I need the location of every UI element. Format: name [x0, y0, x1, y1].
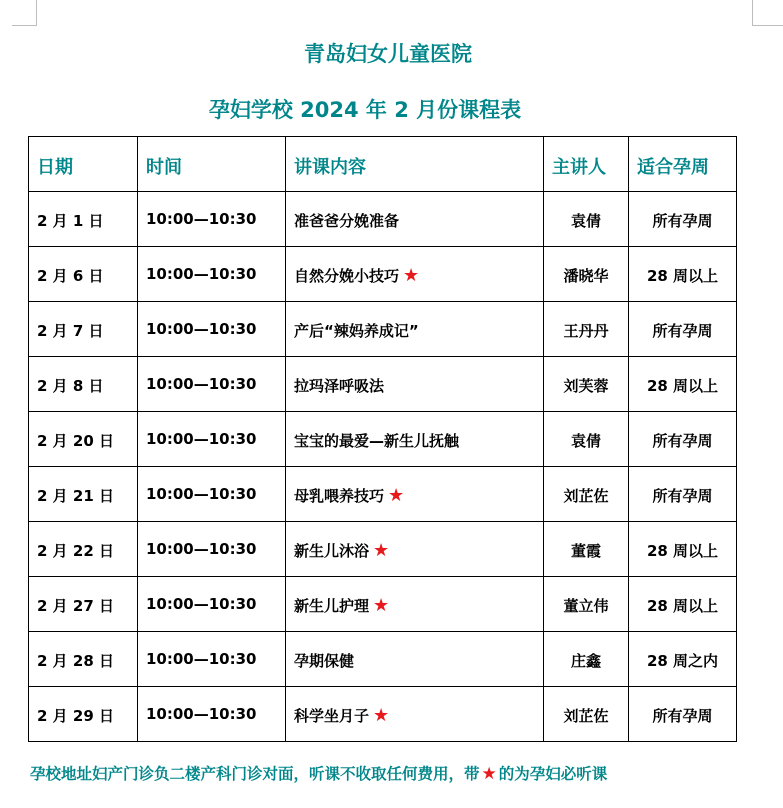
cell-weeks [629, 412, 737, 467]
cell-speaker-text [544, 192, 628, 231]
table-row [29, 467, 737, 522]
cell-topic-value: 新生儿沐浴 [294, 542, 370, 560]
cell-topic-text [286, 412, 543, 451]
cell-topic [286, 302, 544, 357]
cell-weeks-text [629, 247, 736, 286]
cell-date-text [29, 632, 137, 671]
cell-time-value: 10:00—10:30 [146, 265, 257, 283]
star-icon: ★ [373, 595, 390, 616]
cell-speaker-value: 董霞 [570, 542, 601, 560]
cell-topic [286, 577, 544, 632]
cell-time [138, 522, 286, 577]
cell-time [138, 192, 286, 247]
page-corner-mark [12, 25, 36, 26]
column-header-topic: 讲课内容 [294, 157, 366, 178]
cell-weeks-value: 所有孕周 [652, 322, 713, 340]
cell-time-value: 10:00—10:30 [146, 320, 257, 338]
cell-date [29, 577, 138, 632]
cell-time-text [138, 192, 285, 228]
cell-topic [286, 522, 544, 577]
cell-topic [286, 467, 544, 522]
table-row [29, 577, 737, 632]
cell-time-text [138, 302, 285, 338]
star-icon: ★ [373, 540, 390, 561]
cell-speaker-value: 王丹丹 [563, 322, 609, 340]
cell-time-value: 10:00—10:30 [146, 650, 257, 668]
cell-topic [286, 192, 544, 247]
cell-speaker-value: 刘芷佐 [563, 707, 609, 725]
cell-weeks-text [629, 522, 736, 561]
cell-speaker-text [544, 302, 628, 341]
cell-time [138, 687, 286, 742]
star-icon: ★ [481, 764, 497, 784]
cell-weeks-text [629, 357, 736, 396]
cell-topic-value: 宝宝的最爱—新生儿抚触 [294, 432, 460, 450]
column-header-weeks: 适合孕周 [637, 157, 709, 178]
cell-time-value: 10:00—10:30 [146, 430, 257, 448]
column-header-speaker: 主讲人 [552, 157, 606, 178]
table-row [29, 357, 737, 412]
cell-speaker [544, 632, 629, 687]
table-row [29, 247, 737, 302]
cell-speaker-text [544, 577, 628, 616]
cell-topic-value: 产后“辣妈养成记” [294, 322, 419, 340]
cell-time-value: 10:00—10:30 [146, 485, 257, 503]
table-row [29, 632, 737, 687]
cell-time-value: 10:00—10:30 [146, 210, 257, 228]
cell-topic-value: 孕期保健 [294, 652, 355, 670]
cell-date [29, 467, 138, 522]
page-corner-mark [752, 25, 783, 26]
cell-date-value: 2 月 29 日 [37, 707, 114, 725]
cell-date [29, 192, 138, 247]
cell-time-text [138, 412, 285, 448]
cell-weeks-text [629, 192, 736, 231]
cell-speaker-text [544, 467, 628, 506]
cell-speaker-text [544, 632, 628, 671]
cell-weeks [629, 192, 737, 247]
cell-date [29, 357, 138, 412]
cell-time-text [138, 577, 285, 613]
cell-speaker-value: 刘芙蓉 [563, 377, 609, 395]
cell-speaker [544, 192, 629, 247]
cell-topic-value: 拉玛泽呼吸法 [294, 377, 385, 395]
cell-weeks [629, 687, 737, 742]
cell-weeks-text [629, 412, 736, 451]
cell-weeks-value: 28 周以上 [646, 377, 719, 395]
cell-weeks [629, 632, 737, 687]
cell-topic [286, 632, 544, 687]
cell-date-value: 2 月 1 日 [37, 212, 104, 230]
star-icon: ★ [373, 705, 390, 726]
cell-speaker-value: 董立伟 [563, 597, 609, 615]
cell-topic [286, 412, 544, 467]
cell-weeks-value: 所有孕周 [652, 432, 713, 450]
cell-topic-text [286, 302, 543, 341]
cell-time [138, 577, 286, 632]
cell-time [138, 247, 286, 302]
cell-date [29, 247, 138, 302]
cell-weeks-value: 所有孕周 [652, 212, 713, 230]
cell-topic-text [286, 357, 543, 396]
footer-text-before: 孕校地址妇产门诊负二楼产科门诊对面，听课不收取任何费用，带 [30, 765, 480, 783]
cell-weeks-value: 所有孕周 [652, 487, 713, 505]
cell-weeks-value: 28 周以上 [646, 267, 719, 285]
column-header [544, 137, 629, 192]
cell-topic-text [286, 467, 543, 506]
cell-date [29, 522, 138, 577]
cell-time-value: 10:00—10:30 [146, 375, 257, 393]
cell-speaker [544, 522, 629, 577]
cell-date-value: 2 月 6 日 [37, 267, 104, 285]
column-header [286, 137, 544, 192]
cell-weeks-text [629, 302, 736, 341]
page-corner-mark [752, 0, 753, 26]
column-header-time: 时间 [146, 157, 182, 178]
cell-date-text [29, 302, 137, 341]
cell-weeks-text [629, 577, 736, 616]
cell-speaker [544, 357, 629, 412]
cell-speaker-text [544, 687, 628, 726]
cell-date [29, 632, 138, 687]
column-header [629, 137, 737, 192]
cell-topic-value: 新生儿护理 [294, 597, 370, 615]
cell-weeks [629, 302, 737, 357]
table-row [29, 302, 737, 357]
cell-speaker [544, 467, 629, 522]
cell-weeks-value: 28 周以上 [646, 597, 719, 615]
table-row [29, 192, 737, 247]
cell-speaker-value: 袁倩 [570, 432, 601, 450]
cell-topic-text [286, 192, 543, 231]
cell-weeks [629, 357, 737, 412]
cell-weeks [629, 467, 737, 522]
cell-topic [286, 247, 544, 302]
cell-time-text [138, 357, 285, 393]
cell-date-value: 2 月 27 日 [37, 597, 114, 615]
cell-topic-text [286, 522, 543, 561]
column-header-date: 日期 [37, 157, 73, 178]
star-icon: ★ [388, 485, 405, 506]
cell-speaker-value: 潘晓华 [563, 267, 609, 285]
cell-weeks-text [629, 687, 736, 726]
cell-date-value: 2 月 28 日 [37, 652, 114, 670]
cell-time [138, 632, 286, 687]
table-row [29, 522, 737, 577]
cell-date-value: 2 月 7 日 [37, 322, 104, 340]
column-header [138, 137, 286, 192]
cell-topic-text [286, 577, 543, 616]
cell-weeks [629, 577, 737, 632]
cell-speaker [544, 687, 629, 742]
cell-time [138, 357, 286, 412]
cell-date [29, 302, 138, 357]
cell-date-text [29, 687, 137, 726]
cell-weeks [629, 247, 737, 302]
cell-time [138, 302, 286, 357]
cell-topic-text [286, 632, 543, 671]
cell-date-text [29, 357, 137, 396]
cell-time-text [138, 467, 285, 503]
cell-weeks [629, 522, 737, 577]
cell-date-value: 2 月 22 日 [37, 542, 114, 560]
cell-topic-value: 自然分娩小技巧 [294, 267, 400, 285]
cell-time-value: 10:00—10:30 [146, 540, 257, 558]
cell-speaker-value: 刘芷佐 [563, 487, 609, 505]
cell-time-text [138, 522, 285, 558]
schedule-subtitle: 孕妇学校 2024 年 2 月份课程表 [208, 98, 522, 122]
cell-time-value: 10:00—10:30 [146, 705, 257, 723]
cell-speaker [544, 247, 629, 302]
cell-speaker-text [544, 412, 628, 451]
cell-time [138, 412, 286, 467]
footer-text-after: 的为孕妇必听课 [498, 765, 608, 783]
cell-time-text [138, 687, 285, 723]
cell-topic-text [286, 687, 543, 726]
cell-topic-value: 科学坐月子 [294, 707, 370, 725]
cell-speaker-text [544, 357, 628, 396]
cell-date-text [29, 467, 137, 506]
cell-date-value: 2 月 8 日 [37, 377, 104, 395]
cell-speaker [544, 412, 629, 467]
cell-date-text [29, 522, 137, 561]
cell-topic [286, 687, 544, 742]
cell-date [29, 412, 138, 467]
course-schedule-table [28, 136, 737, 742]
cell-topic-value: 准爸爸分娩准备 [294, 212, 400, 230]
cell-time [138, 467, 286, 522]
table-header-row [29, 137, 737, 192]
cell-weeks-value: 28 周之内 [646, 652, 719, 670]
cell-topic-value: 母乳喂养技巧 [294, 487, 385, 505]
cell-time-text [138, 632, 285, 668]
cell-date-value: 2 月 21 日 [37, 487, 114, 505]
cell-time-value: 10:00—10:30 [146, 595, 257, 613]
cell-topic [286, 357, 544, 412]
cell-date [29, 687, 138, 742]
cell-speaker-value: 庄鑫 [570, 652, 601, 670]
cell-speaker-text [544, 522, 628, 561]
table-row [29, 687, 737, 742]
cell-speaker [544, 302, 629, 357]
cell-weeks-text [629, 632, 736, 671]
footer-note [30, 762, 780, 784]
cell-date-text [29, 577, 137, 616]
cell-date-value: 2 月 20 日 [37, 432, 114, 450]
hospital-title: 青岛妇女儿童医院 [304, 42, 472, 66]
cell-date-text [29, 247, 137, 286]
cell-time-text [138, 247, 285, 283]
cell-weeks-value: 所有孕周 [652, 707, 713, 725]
cell-date-text [29, 412, 137, 451]
page-corner-mark [36, 0, 37, 26]
cell-speaker-value: 袁倩 [570, 212, 601, 230]
cell-weeks-value: 28 周以上 [646, 542, 719, 560]
column-header [29, 137, 138, 192]
cell-weeks-text [629, 467, 736, 506]
star-icon: ★ [403, 265, 420, 286]
table-row [29, 412, 737, 467]
cell-topic-text [286, 247, 543, 286]
cell-date-text [29, 192, 137, 231]
cell-speaker [544, 577, 629, 632]
cell-speaker-text [544, 247, 628, 286]
